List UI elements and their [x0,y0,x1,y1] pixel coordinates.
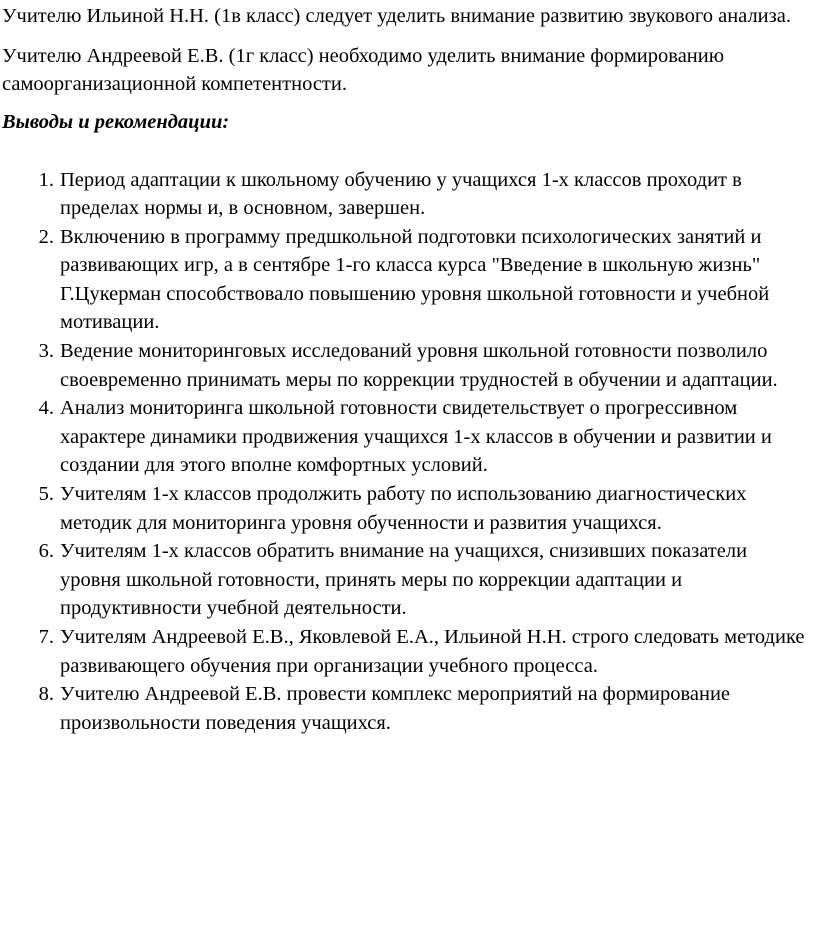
list-item [2,223,816,337]
list-item-text: Учителям 1-х классов обратить внимание на учащихся, снизивших показатели уровня школьной готовности, принять меры по коррекции адаптации и продуктивности учебной деятельности. [60,540,748,620]
list-item [2,337,816,394]
list-item-text: Учителям Андреевой Е.В., Яковлевой Е.А., Ильиной Н.Н. строго следовать методике развивающего обучения при организации учебного процесса. [60,626,805,677]
list-item [2,623,816,680]
list-item-text: Период адаптации к школьному обучению у учащихся 1-х классов проходит в пределах нормы и, в основном, завершен. [60,168,742,220]
list-item-number: 3. [38,340,54,363]
list-item-text: Ведение мониторинговых исследований уровня школьной готовности позволило своевременно принимать меры по коррекции трудностей в обучении и адаптации. [60,340,778,391]
list-item-number: 1. [38,168,54,191]
list-item-text: Анализ мониторинга школьной готовности свидетельствует о прогрессивном характере динамики продвижения учащихся 1-х классов в обучении и развитии и создании для этого вполне комфортных условий. [60,397,772,477]
list-item [2,166,816,223]
paragraph-ilyina: Учителю Ильиной Н.Н. (1в класс) следует уделить внимание развитию звукового анализа. [2,5,791,27]
list-item-number: 7. [38,626,54,648]
list-item-text: Включению в программу предшкольной подготовки психологических занятий и развивающих игр, а в сентябре 1-го класса курса "Введение в школьную жизнь" Г.Цукерман способствовало повышению уровня школьной готовности и учебной мотивации. [60,225,770,334]
list-item [2,537,816,623]
list-item-number: 5. [38,483,54,506]
list-item-text: Учителям 1-х классов продолжить работу по использованию диагностических методик для мониторинга уровня обученности и развития учащихся. [60,483,747,534]
list-item [2,394,816,480]
conclusions-heading: Выводы и рекомендации: [2,110,230,133]
paragraph-andreeva: Учителю Андреевой Е.В. (1г класс) необходимо уделить внимание формированию самоорганизационной компетентности. [2,44,725,95]
list-item-number: 8. [38,683,54,706]
list-item-text: Учителю Андреевой Е.В. провести комплекс мероприятий на формирование произвольности поведения учащихся. [60,683,731,734]
list-item [2,680,816,737]
list-item-number: 6. [38,540,54,563]
list-item-number: 4. [38,397,54,420]
recommendations-list [2,166,816,738]
list-item [2,480,816,537]
list-item-number: 2. [38,225,54,248]
